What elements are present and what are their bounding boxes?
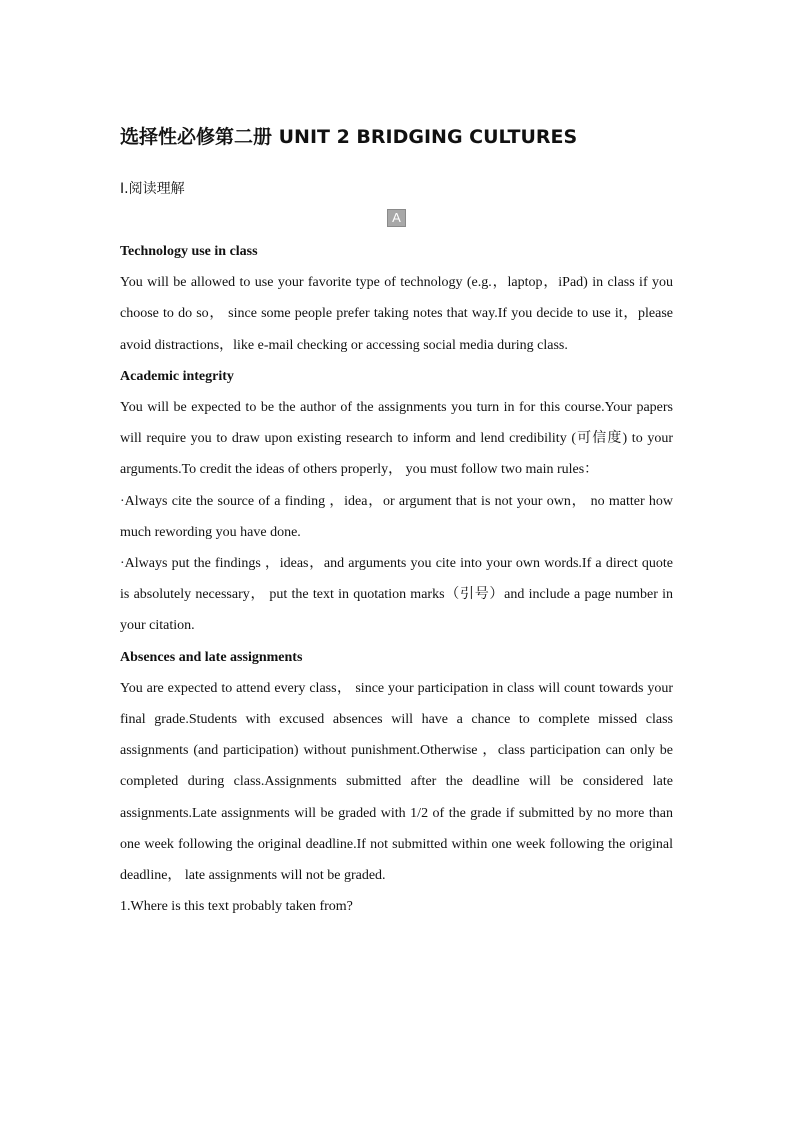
subheading-absences: Absences and late assignments xyxy=(120,649,303,665)
paragraph-absences: You are expected to attend every class， since your participation in class will count towards your final grade.Students with excused absences will have a chance to complete missed class assignments (and participation) without punishment.Otherwise ，class participation can only be completed during class.Assignments submitted after the deadline will be considered late assignments.Late assignments will be graded with 1/2 of the grade if submitted by no more than one week following the original deadline.If not submitted within one week following the original deadline， late assignments will not be graded. xyxy=(120,680,673,884)
paragraph-technology: You will be allowed to use your favorite type of technology (e.g.，laptop，iPad) in class if you choose to do so， since some people prefer taking notes that way.If you decide to use it，please avoid distractions，like e-mail checking or accessing social media during class. xyxy=(120,275,673,353)
rule-item-2: ·Always put the findings ，ideas，and arguments you cite into your own words.If a direct quote is absolutely necessary， put the text in quotation marks（引号）and include a page number in your citation. xyxy=(120,556,673,634)
passage-content xyxy=(120,236,673,922)
passage-badge: A xyxy=(387,209,406,227)
question-1: 1.Where is this text probably taken from? xyxy=(120,899,353,915)
subheading-technology: Technology use in class xyxy=(120,244,258,259)
paragraph-integrity: You will be expected to be the author of the assignments you turn in for this course.Your papers will require you to draw upon existing research to inform and lend credibility (可信度) to your arguments.To credit the ideas of others properly， you must follow two main rules： xyxy=(120,400,673,478)
rule-item-1: ·Always cite the source of a finding ，idea，or argument that is not your own， no matter how much rewording you have done. xyxy=(120,493,673,540)
document-title: 选择性必修第二册 UNIT 2 BRIDGING CULTURES xyxy=(120,126,578,148)
passage-badge-container xyxy=(387,209,406,227)
subheading-integrity: Academic integrity xyxy=(120,368,234,384)
section-label: Ⅰ.阅读理解 xyxy=(120,181,185,197)
